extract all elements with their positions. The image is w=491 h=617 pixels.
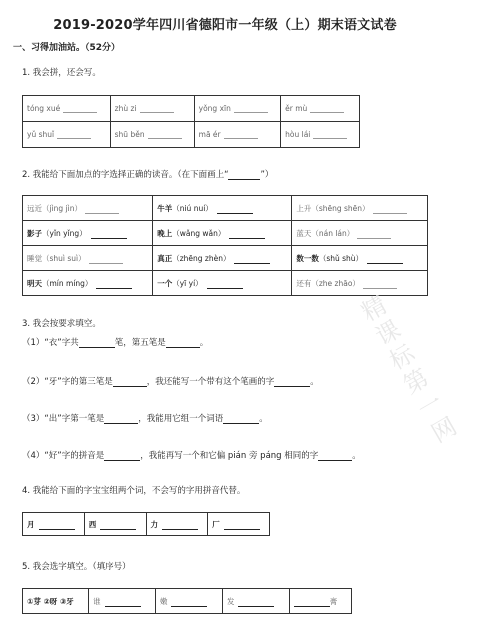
- answer-blank[interactable]: [318, 451, 352, 461]
- table-row: [23, 589, 352, 614]
- pinyin-options: （jìng jìn）: [42, 203, 82, 213]
- answer-blank[interactable]: [294, 598, 330, 607]
- table-row: [23, 246, 428, 271]
- word-cell[interactable]: [84, 513, 146, 536]
- pinyin-options: （shēng shēn）: [311, 203, 370, 213]
- word-text: 蓝天: [296, 228, 312, 238]
- pinyin-cell[interactable]: [281, 96, 360, 122]
- pronunciation-cell[interactable]: [23, 246, 153, 271]
- pinyin-cell[interactable]: [23, 122, 111, 148]
- char-text: 膏: [329, 596, 338, 606]
- options-text: ①芽 ②呀 ③牙: [27, 596, 74, 606]
- word-text: 明天: [27, 278, 42, 288]
- char-text: 厂: [212, 519, 220, 529]
- question-2-text: 2. 我能给下面加点的字选择正确的读音。（在下面画上“: [22, 170, 229, 180]
- table-row: [23, 122, 360, 148]
- fill-line-3: [22, 412, 268, 424]
- answer-blank[interactable]: [363, 280, 397, 289]
- pinyin-cell[interactable]: [194, 122, 281, 148]
- answer-blank[interactable]: [162, 521, 198, 530]
- pinyin-text: yǔ shuǐ: [27, 130, 55, 139]
- answer-blank[interactable]: [57, 130, 91, 139]
- pinyin-text: yǒng xīn: [198, 104, 231, 113]
- answer-blank[interactable]: [91, 230, 127, 239]
- word-text: 晚上: [157, 228, 173, 238]
- answer-blank[interactable]: [140, 104, 174, 113]
- pronunciation-cell[interactable]: [153, 246, 292, 271]
- pinyin-options: （wǎng wǎn）: [172, 228, 226, 238]
- pinyin-text: tóng xué: [27, 104, 61, 113]
- answer-blank[interactable]: [229, 230, 265, 239]
- char-text: 西: [88, 519, 97, 529]
- fill-text: 。: [310, 377, 319, 387]
- pronunciation-cell[interactable]: [292, 221, 428, 246]
- question-2-label: [22, 168, 273, 180]
- word-text: 睡觉: [27, 253, 42, 263]
- answer-blank[interactable]: [234, 104, 268, 113]
- pronunciation-cell[interactable]: [23, 221, 153, 246]
- pinyin-options: （yǐn yǐng）: [42, 228, 87, 238]
- word-text: 远近: [27, 203, 42, 213]
- table-row: [23, 271, 428, 296]
- word-cell[interactable]: [23, 513, 85, 536]
- choice-cell[interactable]: [222, 589, 289, 614]
- answer-blank[interactable]: [313, 130, 347, 139]
- answer-blank[interactable]: [228, 170, 260, 180]
- char-text: 发: [226, 596, 235, 606]
- answer-blank[interactable]: [100, 521, 136, 530]
- fill-text: ，我还能写一个带有这个笔画的字: [146, 377, 275, 387]
- options-cell: [23, 589, 89, 614]
- answer-blank[interactable]: [148, 130, 182, 139]
- answer-blank[interactable]: [171, 598, 207, 607]
- pronunciation-cell[interactable]: [153, 196, 292, 221]
- char-text: 月: [27, 519, 35, 529]
- answer-blank[interactable]: [89, 255, 123, 264]
- pinyin-options: （zhe zhāo）: [311, 278, 360, 288]
- pinyin-text: ěr mù: [285, 104, 308, 113]
- fill-text: （2）“牙”字的第三笔是: [22, 377, 113, 387]
- word-text: 牛羊: [157, 203, 173, 213]
- choice-table: [22, 588, 352, 614]
- table-row: [23, 96, 360, 122]
- question-2-text-end: ”）: [260, 170, 274, 180]
- fill-text: 。: [352, 451, 361, 461]
- pinyin-options: （nán lán）: [311, 228, 355, 238]
- pinyin-table: [22, 95, 360, 148]
- fill-text: ，我能用它组一个词语: [138, 414, 224, 424]
- char-text: 嫩: [159, 596, 168, 606]
- word-text: 还有: [296, 278, 312, 288]
- pinyin-text: zhù zi: [114, 104, 137, 113]
- answer-blank[interactable]: [104, 451, 140, 461]
- answer-blank[interactable]: [224, 130, 258, 139]
- answer-blank[interactable]: [104, 414, 138, 424]
- choice-cell[interactable]: [155, 589, 222, 614]
- word-text: 真正: [157, 253, 173, 263]
- pinyin-cell[interactable]: [110, 96, 194, 122]
- answer-blank[interactable]: [207, 280, 243, 289]
- fill-text: ，我能再写一个和它偏 pián 旁 páng 相同的字: [140, 451, 319, 461]
- choice-cell[interactable]: [89, 589, 156, 614]
- fill-text: 。: [199, 338, 209, 348]
- table-row: [23, 196, 428, 221]
- answer-blank[interactable]: [274, 377, 310, 387]
- table-row: [23, 221, 428, 246]
- pinyin-text: shū běn: [114, 130, 145, 139]
- pinyin-text: hòu lái: [285, 130, 311, 139]
- answer-blank[interactable]: [224, 521, 260, 530]
- answer-blank[interactable]: [79, 338, 115, 348]
- question-3-label: 3. 我会按要求填空。: [22, 319, 101, 329]
- answer-blank[interactable]: [238, 598, 274, 607]
- table-row: [23, 513, 270, 536]
- pronunciation-cell[interactable]: [153, 271, 292, 296]
- fill-line-2: [22, 375, 319, 387]
- pinyin-cell[interactable]: [23, 96, 111, 122]
- pronunciation-cell[interactable]: [292, 246, 428, 271]
- answer-blank[interactable]: [166, 338, 200, 348]
- fill-text: （3）“出”字第一笔是: [22, 414, 105, 424]
- pinyin-text: mā ér: [198, 130, 221, 139]
- word-text: 数一数: [296, 253, 319, 263]
- pinyin-options: （shǔ shù）: [318, 253, 364, 263]
- answer-blank[interactable]: [39, 521, 75, 530]
- fill-line-4: [22, 449, 361, 461]
- question-1-label: 1. 我会拼，还会写。: [22, 68, 101, 78]
- pronunciation-cell[interactable]: [23, 196, 153, 221]
- answer-blank[interactable]: [217, 205, 253, 214]
- answer-blank[interactable]: [96, 280, 132, 289]
- choice-cell[interactable]: [289, 589, 351, 614]
- pinyin-cell[interactable]: [281, 122, 360, 148]
- fill-text: 笔，第五笔是: [114, 338, 166, 348]
- pinyin-cell[interactable]: [194, 96, 281, 122]
- pronunciation-cell[interactable]: [292, 196, 428, 221]
- pinyin-options: （yī yí）: [172, 278, 203, 288]
- question-4-label: 4. 我能给下面的字宝宝组两个词，不会写的字用拼音代替。: [22, 486, 246, 496]
- fill-text: （4）“好”字的拼音是: [22, 451, 105, 461]
- answer-blank[interactable]: [113, 377, 147, 387]
- question-5-label: 5. 我会选字填空。（填序号）: [22, 562, 131, 572]
- word-text: 一个: [157, 278, 173, 288]
- word-cell[interactable]: [146, 513, 208, 536]
- pinyin-options: （shuì suì）: [42, 253, 86, 263]
- answer-blank[interactable]: [85, 205, 119, 214]
- answer-blank[interactable]: [234, 255, 270, 264]
- watermark: 精课标第一网: [353, 291, 462, 452]
- pinyin-options: （niú nuí）: [172, 203, 213, 213]
- word-cell[interactable]: [208, 513, 270, 536]
- pinyin-cell[interactable]: [110, 122, 194, 148]
- pinyin-options: （mín míng）: [42, 278, 93, 288]
- pronunciation-cell[interactable]: [23, 271, 153, 296]
- answer-blank[interactable]: [373, 205, 407, 214]
- page-title: 2019-2020学年四川省德阳市一年级（上）期末语文试卷: [53, 18, 397, 33]
- answer-blank[interactable]: [367, 255, 403, 264]
- answer-blank[interactable]: [357, 230, 391, 239]
- answer-blank[interactable]: [105, 598, 141, 607]
- fill-text: 。: [259, 414, 268, 424]
- pronunciation-cell[interactable]: [292, 271, 428, 296]
- section-heading: 一、习得加油站。（52分）: [13, 43, 121, 53]
- pinyin-options: （zhēng zhèn）: [172, 253, 231, 263]
- char-text: 力: [150, 519, 158, 529]
- answer-blank[interactable]: [223, 414, 259, 424]
- fill-line-1: [22, 336, 208, 348]
- word-text: 影子: [27, 228, 42, 238]
- answer-blank[interactable]: [310, 104, 344, 113]
- pronunciation-table: [22, 195, 428, 296]
- word-text: 上升: [296, 203, 312, 213]
- answer-blank[interactable]: [63, 104, 97, 113]
- word-table: [22, 512, 270, 536]
- char-text: 谁: [93, 596, 101, 606]
- pronunciation-cell[interactable]: [153, 221, 292, 246]
- fill-text: （1）“衣”字共: [22, 338, 79, 348]
